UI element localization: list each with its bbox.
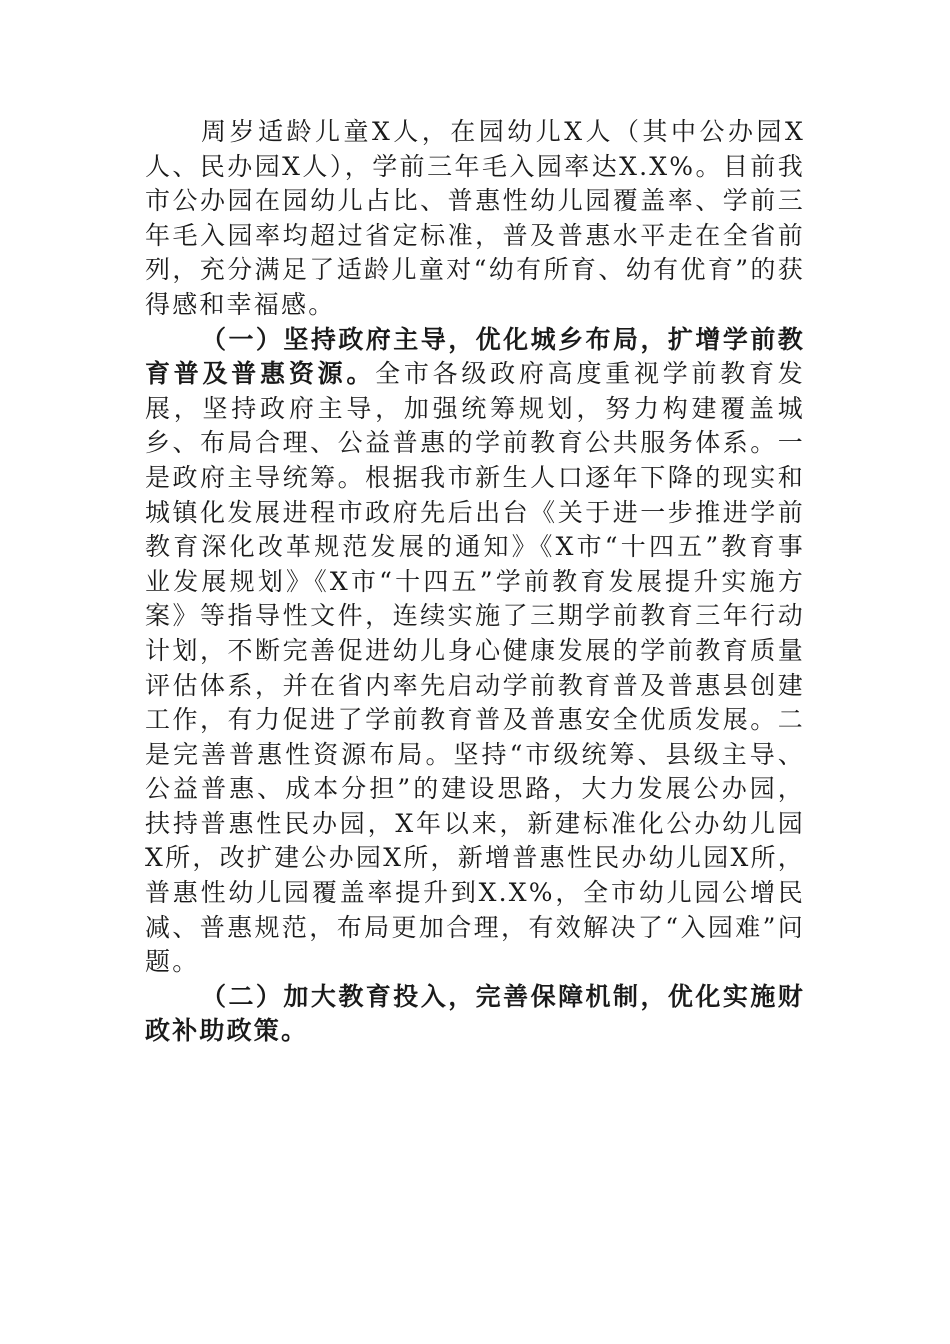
paragraph-section-two [145, 980, 805, 1049]
paragraph-section-one [145, 323, 805, 980]
document-body [145, 115, 805, 1049]
section-heading-two: （二）加大教育投入，完善保障机制，优化实施财政补助政策。 [145, 981, 805, 1046]
paragraph-text: 全市各级政府高度重视学前教育发展，坚持政府主导，加强统筹规划，努力构建覆盖城乡、布局合理、公益普惠的学前教育公共服务体系。一是政府主导统筹。根据我市新生人口逐年下降的现实和城镇化发展进程市政府先后出台《关于进一步推进学前教育深化改革规范发展的通知》《X市“十四五”教育事业发展规划》《X市“十四五”学前教育发展提升实施方案》等指导性文件，连续实施了三期学前教育三年行动计划，不断完善促进幼儿身心健康发展的学前教育质量评估体系，并在省内率先启动学前教育普及普惠县创建工作，有力促进了学前教育普及普惠安全优质发展。二是完善普惠性资源布局。坚持“市级统筹、县级主导、公益普惠、成本分担”的建设思路，大力发展公办园，扶持普惠性民办园，X年以来，新建标准化公办幼儿园X所，改扩建公办园X所，新增普惠性民办幼儿园X所，普惠性幼儿园覆盖率提升到X.X%，全市幼儿园公增民减、普惠规范，布局更加合理，有效解决了“入园难”问题。 [145, 359, 805, 977]
paragraph-text: 周岁适龄儿童X人，在园幼儿X人（其中公办园X人、民办园X人），学前三年毛入园率达X.X%。目前我市公办园在园幼儿占比、普惠性幼儿园覆盖率、学前三年毛入园率均超过省定标准，普及普惠水平走在全省前列，充分满足了适龄儿童对“幼有所育、幼有优育”的获得感和幸福感。 [145, 117, 805, 319]
section-heading-one: （一）坚持政府主导，优化城乡布局，扩增学前教育普及普惠资源。 [145, 324, 805, 389]
paragraph-enrollment-summary [145, 115, 805, 323]
